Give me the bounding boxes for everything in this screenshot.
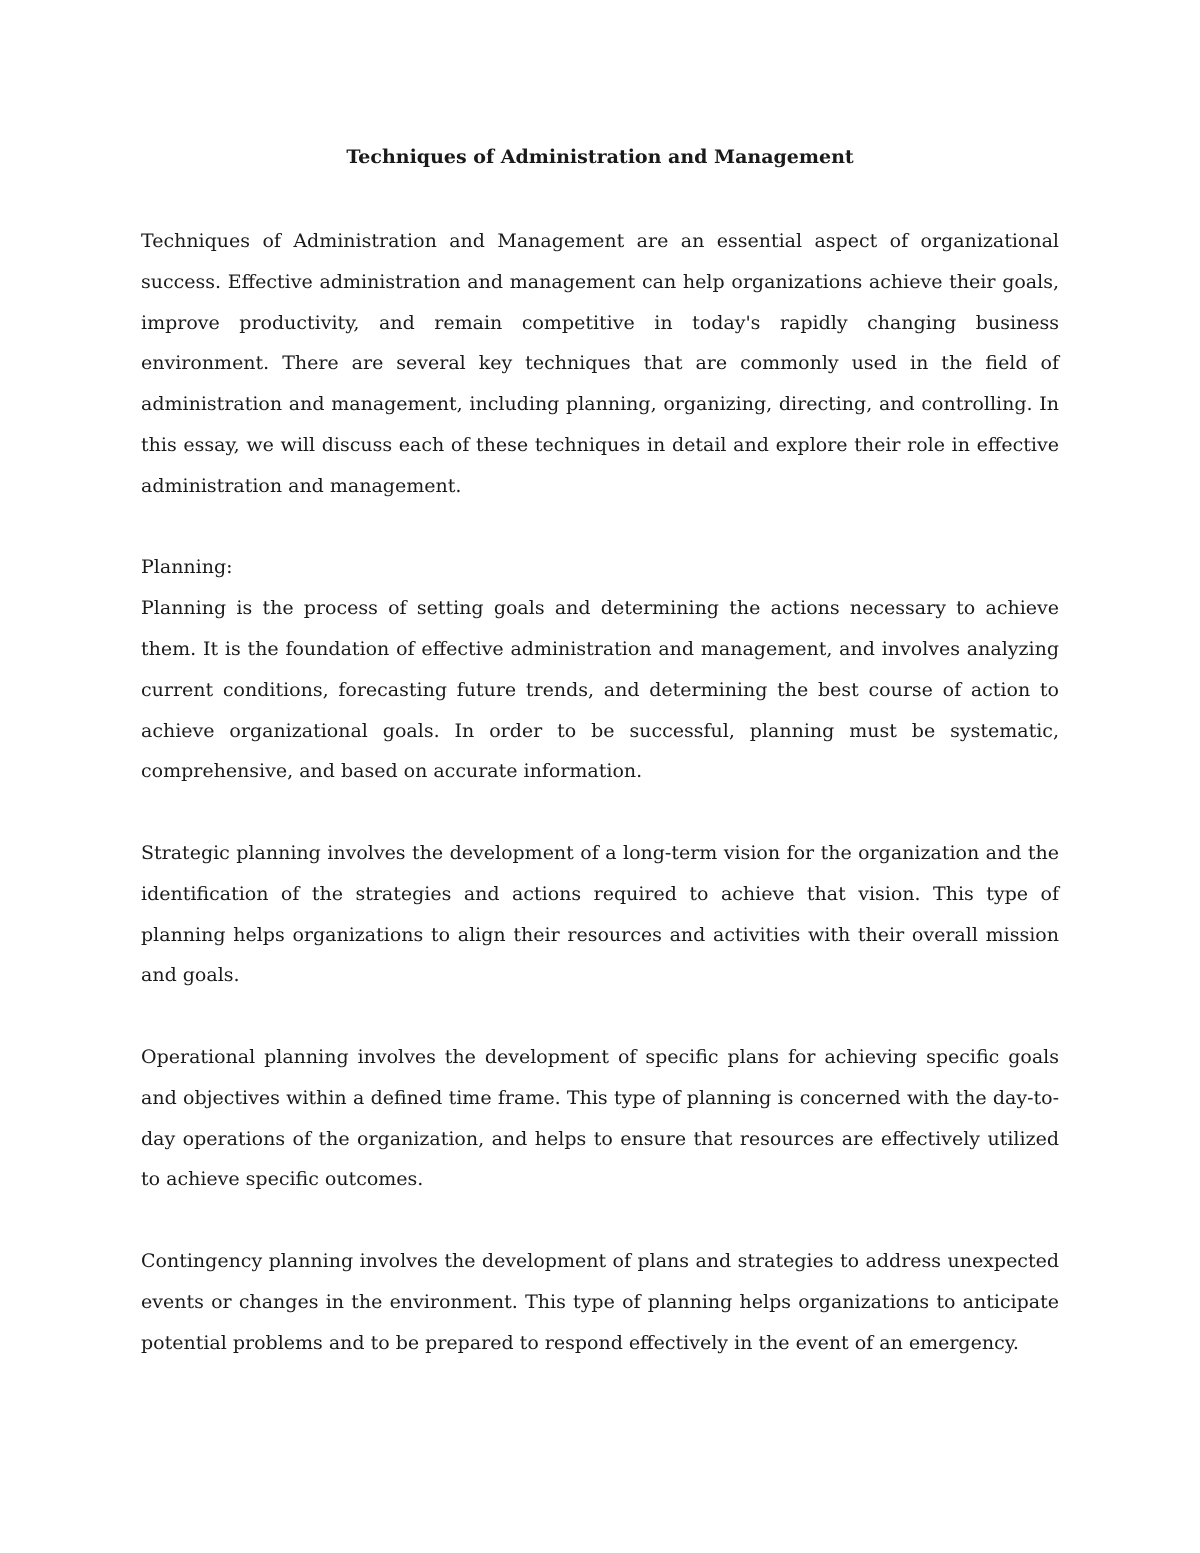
strategic-planning-paragraph: Strategic planning involves the development of a long-term vision for the organization and the identification of the strategies and actions required to achieve that vision. This type of planning helps organizations to align their resources and activities with their overall mission and goals. [141, 841, 1059, 987]
document-page [141, 140, 1059, 1404]
planning-paragraph: Planning is the process of setting goals and determining the actions necessary to achieve them. It is the foundation of effective administration and management, and involves analyzing current conditions, forecasting future trends, and determining the best course of action to achieve organizational goals. In order to be successful, planning must be systematic, comprehensive, and based on accurate information. [141, 597, 1059, 783]
document-title: Techniques of Administration and Management [346, 146, 854, 168]
contingency-planning-paragraph: Contingency planning involves the development of plans and strategies to address unexpected events or changes in the environment. This type of planning helps organizations to anticipate potential problems and to be prepared to respond effectively in the event of an emergency. [141, 1249, 1059, 1354]
planning-heading: Planning: [141, 556, 233, 579]
intro-paragraph: Techniques of Administration and Management are an essential aspect of organizational success. Effective administration and management can help organizations achieve their goals, improve productivity, and remain competitive in today's rapidly changing business environment. There are several key techniques that are commonly used in the field of administration and management, including planning, organizing, directing, and controlling. In this essay, we will discuss each of these techniques in detail and explore their role in effective administration and management. [141, 230, 1059, 497]
operational-planning-paragraph: Operational planning involves the development of specific plans for achieving specific goals and objectives within a defined time frame. This type of planning is concerned with the day-to-day operations of the organization, and helps to ensure that resources are effectively utilized to achieve specific outcomes. [141, 1045, 1059, 1191]
